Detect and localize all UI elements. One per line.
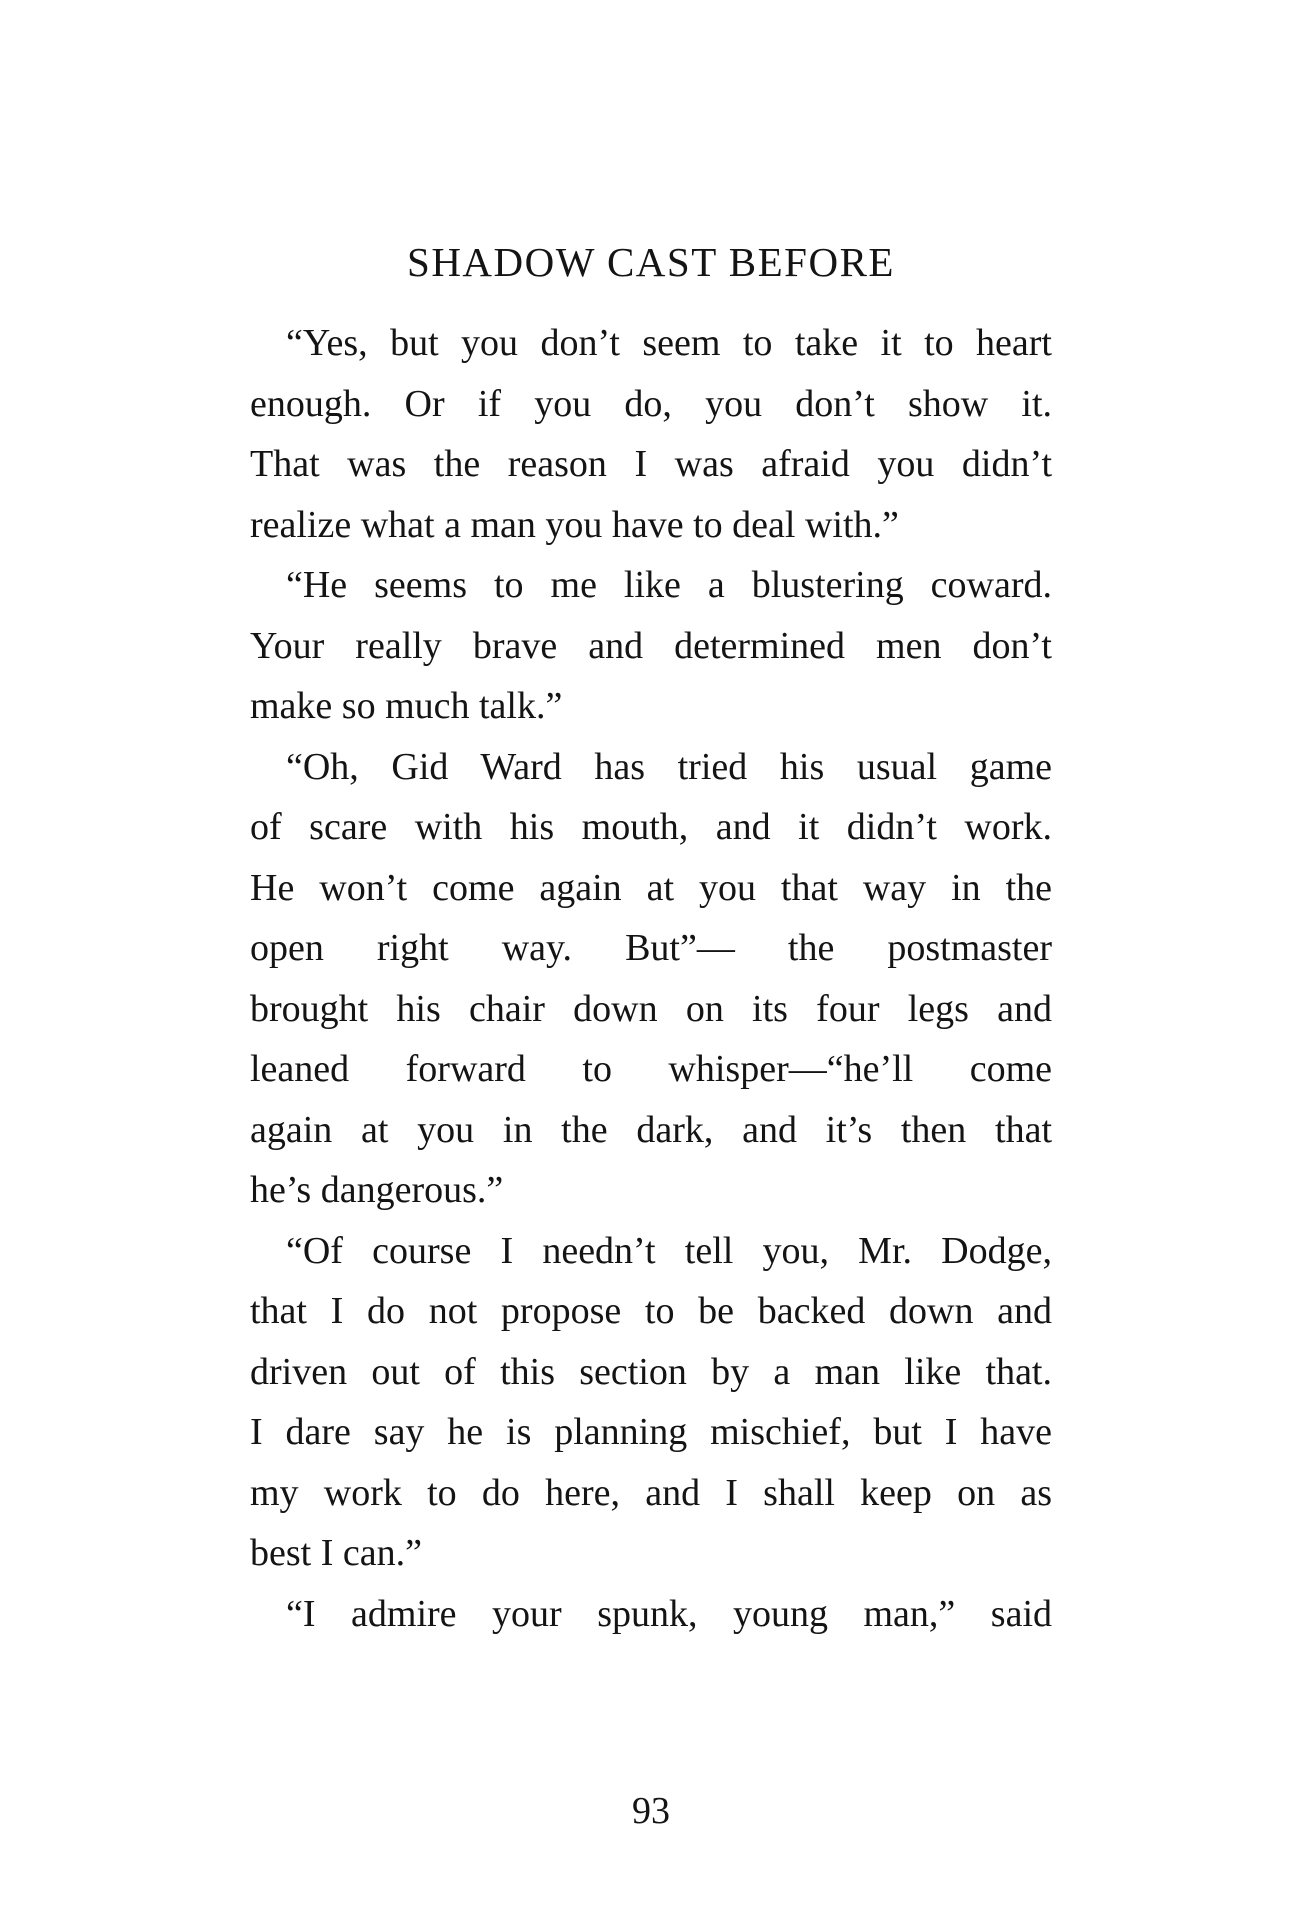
text-line: that I do not propose to be backed down and — [250, 1290, 1052, 1332]
text-line: he’s dangerous.” — [250, 1169, 504, 1211]
paragraph — [250, 737, 1052, 1221]
text-line: That was the reason I was afraid you didn’t — [250, 443, 1052, 485]
text-line: of scare with his mouth, and it didn’t work. — [250, 806, 1052, 848]
text-line: enough. Or if you do, you don’t show it. — [250, 382, 1052, 425]
text-line: Your really brave and determined men don’t — [250, 624, 1052, 667]
text-line: “I admire your spunk, young man,” said — [286, 1592, 1052, 1635]
text-line: my work to do here, and I shall keep on as — [250, 1471, 1052, 1514]
text-line: make so much talk.” — [250, 685, 563, 727]
text-line: leaned forward to whisper—“he’ll come — [250, 1048, 1052, 1090]
text-line: “Yes, but you don’t seem to take it to heart — [286, 322, 1052, 364]
text-line: again at you in the dark, and it’s then that — [250, 1108, 1052, 1151]
paragraph — [250, 1584, 1052, 1645]
text-line: realize what a man you have to deal with.” — [250, 503, 899, 546]
paragraph — [250, 1221, 1052, 1584]
text-line: I dare say he is planning mischief, but I have — [250, 1411, 1052, 1453]
text-line: brought his chair down on its four legs and — [250, 987, 1052, 1030]
body-text — [250, 313, 1052, 1644]
text-line: He won’t come again at you that way in the — [250, 866, 1052, 909]
page-number: 93 — [632, 1790, 670, 1832]
text-line: driven out of this section by a man like that. — [250, 1350, 1052, 1393]
text-line: “He seems to me like a blustering coward. — [286, 564, 1052, 606]
paragraph — [250, 555, 1052, 737]
running-head: SHADOW CAST BEFORE — [407, 239, 895, 285]
paragraph — [250, 313, 1052, 555]
text-line: best I can.” — [250, 1532, 422, 1574]
text-line: “Oh, Gid Ward has tried his usual game — [286, 745, 1052, 788]
text-line: open right way. But”— the postmaster — [250, 927, 1052, 969]
text-line: “Of course I needn’t tell you, Mr. Dodge, — [286, 1229, 1052, 1272]
